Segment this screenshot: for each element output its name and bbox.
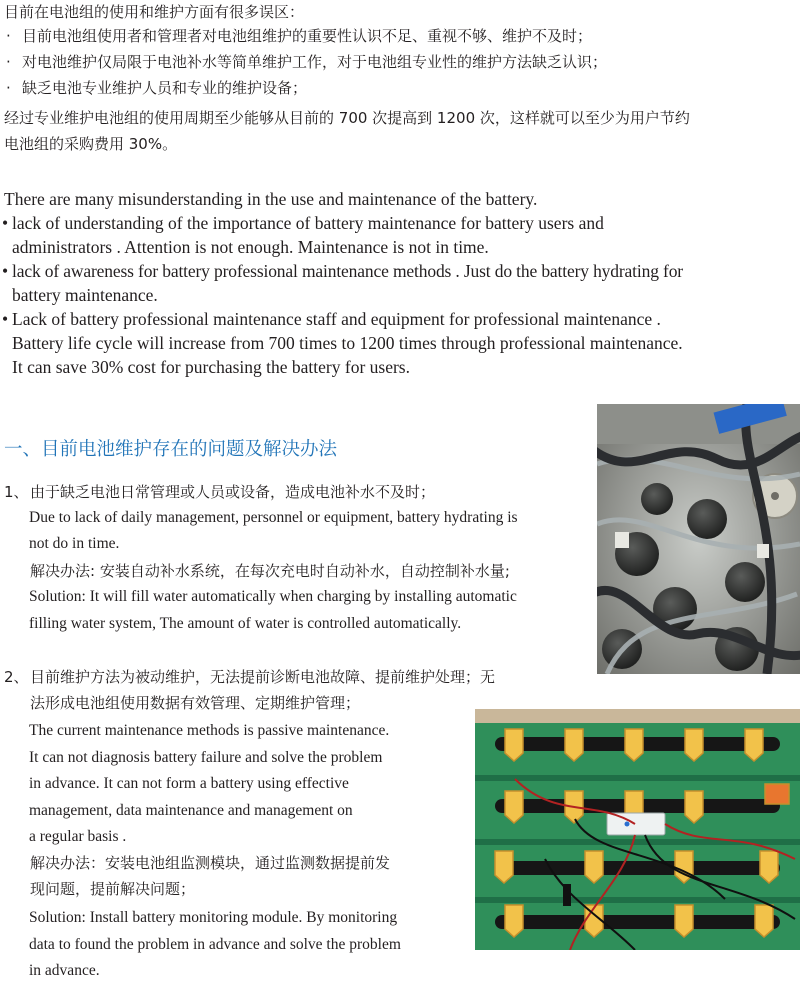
bullet-icon: • (2, 261, 9, 281)
item2-problem-en: in advance. It can not form a battery using effective (29, 775, 349, 792)
item1-problem-cn: 由于缺乏电池日常管理或人员或设备，造成电池补水不及时； (30, 483, 436, 501)
item2-solution-en: in advance. (29, 962, 100, 979)
item2-problem-en: a regular basis . (29, 828, 127, 845)
item2-solution-en: data to found the problem in advance and solve the problem (29, 936, 401, 953)
intro-cn-bullet-text: 对电池维护仅局限于电池补水等简单维护工作，对于电池组专业性的维护方法缺乏认识； (22, 53, 608, 71)
item-number: 1、 (4, 483, 29, 501)
intro-cn-summary: 电池组的采购费用 30%。 (4, 135, 178, 153)
bullet-icon: • (2, 309, 9, 329)
intro-en-line: Lack of battery professional maintenance staff and equipment for professional maintenance . (12, 309, 661, 329)
bullet-icon: · (6, 27, 11, 45)
battery-cells-image (475, 709, 800, 950)
item2-solution-cn: 解决办法：安装电池组监测模块，通过监测数据提前发 (30, 854, 391, 872)
bullet-icon: · (6, 79, 11, 97)
item2-solution-en: Solution: Install battery monitoring module. By monitoring (29, 909, 398, 926)
intro-cn-bullet-text: 缺乏电池专业维护人员和专业的维护设备； (22, 79, 308, 97)
intro-cn-bullet (6, 50, 607, 74)
intro-en-heading: There are many misunderstanding in the use and maintenance of the battery. (4, 189, 538, 209)
item2-problem-cn: 目前维护方法为被动维护，无法提前诊断电池故障、提前维护处理；无 (30, 668, 496, 686)
battery-monitoring-photo (475, 709, 800, 950)
item1-solution-en: filling water system, The amount of water is controlled automatically. (29, 615, 462, 632)
intro-en-bullet (2, 259, 683, 283)
bullet-icon: • (2, 213, 9, 233)
bullet-icon: · (6, 53, 11, 71)
intro-en-bullet (2, 307, 661, 331)
intro-en-line: lack of awareness for battery professional maintenance methods . Just do the battery hydrating for (12, 261, 683, 281)
item1-solution-en: Solution: It will fill water automatically when charging by installing automatic (29, 588, 517, 605)
intro-en-bullet (2, 211, 604, 235)
intro-cn-bullet-text: 目前电池组使用者和管理者对电池组维护的重要性认识不足、重视不够、维护不及时； (22, 27, 593, 45)
water-filling-system-photo (597, 404, 800, 674)
intro-en-line: It can save 30% cost for purchasing the battery for users. (12, 357, 410, 377)
item2-problem-en: management, data maintenance and management on (29, 802, 353, 819)
item1-solution-cn: 解决办法: 安装自动补水系统，在每次充电时自动补水，自动控制补水量; (30, 562, 510, 580)
battery-tubes-image (597, 404, 800, 674)
intro-en-line: administrators . Attention is not enough. Maintenance is not in time. (12, 237, 489, 257)
intro-en-line: lack of understanding of the importance of battery maintenance for battery users and (12, 213, 604, 233)
item-number: 2、 (4, 668, 29, 686)
item2-problem-en: It can not diagnosis battery failure and solve the problem (29, 749, 383, 766)
item1-problem-en: Due to lack of daily management, personnel or equipment, battery hydrating is (29, 509, 518, 526)
section-title: 一、目前电池维护存在的问题及解决办法 (4, 439, 338, 460)
item2-problem-cn: 法形成电池组使用数据有效管理、定期维护管理； (30, 694, 361, 712)
intro-cn-bullet (6, 76, 307, 100)
item2-problem-en: The current maintenance methods is passive maintenance. (29, 722, 390, 739)
intro-en-line: Battery life cycle will increase from 700 times to 1200 times through professional maintenance. (12, 333, 683, 353)
item2-solution-cn: 现问题，提前解决问题； (30, 880, 196, 898)
intro-cn-summary: 经过专业维护电池组的使用周期至少能够从目前的 700 次提高到 1200 次，这样就可以至少为用户节约 (4, 109, 690, 127)
item1-problem-en: not do in time. (29, 535, 120, 552)
intro-cn-heading: 目前在电池组的使用和维护方面有很多误区： (4, 3, 305, 21)
intro-cn-bullet (6, 24, 592, 48)
intro-en-line: battery maintenance. (12, 285, 158, 305)
